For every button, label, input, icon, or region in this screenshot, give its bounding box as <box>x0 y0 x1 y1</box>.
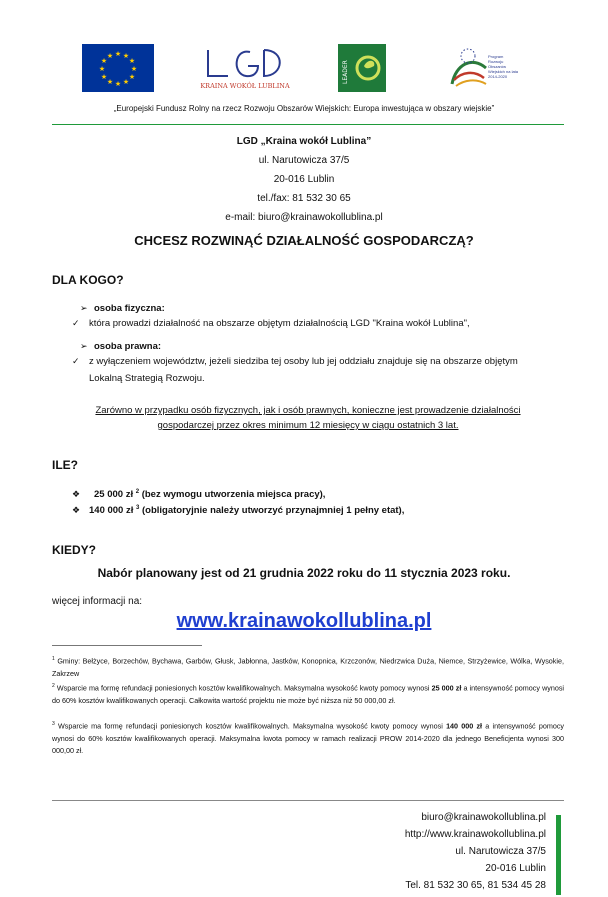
section-heading-dla-kogo: DLA KOGO? <box>52 273 124 287</box>
footnote-1 <box>52 653 564 680</box>
footer-accent-bar <box>556 815 561 895</box>
requirement-note-line-1: Zarówno w przypadku osób fizycznych, jak i osób prawnych, konieczne jest prowadzenie działalności <box>95 405 521 416</box>
footnote-3-marker: 3 <box>52 721 55 727</box>
svg-text:★: ★ <box>98 65 106 73</box>
svg-text:★: ★ <box>122 78 130 86</box>
footer-city: 20-016 Lublin <box>485 863 546 874</box>
requirement-note-line-2: gospodarczej przez okres minimum 12 miesięcy w ciągu ostatnich 3 lat. <box>157 420 459 431</box>
svg-text:★: ★ <box>106 78 114 86</box>
footnote-2-text-a: Wsparcie ma formę refundacji poniesionych kosztów kwalifikowalnych. Maksymalna wysokość kwoty pomocy wynosi <box>56 683 430 693</box>
arrow-bullet-icon: ➢ <box>80 341 88 351</box>
footnote-3-text-b: a intensywność pomocy wynosi do 60% kosztów kwalifikowanych operacji. Maksymalna kwota pomocy w ramach realizacji PROW 2014-2020 dla jednego Beneficjenta wynosi 300 000,00 zł. <box>52 721 565 756</box>
footnote-3-amount: 140 000 zł <box>446 721 483 731</box>
footnote-2-text-b: a intensywność pomocy wynosi do 60% kosztów kwalifikowanych operacji. Całkowita wartość projektu nie może być niższa niż 50 000,00 zł. <box>52 683 565 705</box>
svg-text:★: ★ <box>128 57 136 65</box>
prow-logo-text: Program Rozwoju Obszarów Wiejskich na lata 2014-2020 <box>488 54 518 79</box>
svg-text:★: ★ <box>128 73 136 81</box>
page-title: CHCESZ ROZWINĄĆ DZIAŁALNOŚĆ GOSPODARCZĄ? <box>134 233 474 248</box>
footer-phones: Tel. 81 532 30 65, 81 534 45 28 <box>405 880 546 891</box>
nabor-dates: Nabór planowany jest od 21 grudnia 2022 roku do 11 stycznia 2023 roku. <box>97 566 511 580</box>
svg-text:★: ★ <box>114 50 122 58</box>
check-icon: ✓ <box>72 356 80 366</box>
amount-2-desc: (obligatoryjnie należy utworzyć przynajmniej 1 pełny etat), <box>142 505 405 517</box>
header-divider <box>52 124 564 125</box>
footer-www[interactable]: http://www.krainawokollublina.pl <box>404 829 546 840</box>
leader-logo-text: LEADER <box>342 60 349 84</box>
footnote-separator <box>52 645 202 646</box>
address-street: ul. Narutowicza 37/5 <box>258 155 350 166</box>
osoba-prawna-label: osoba prawna: <box>94 341 162 352</box>
svg-text:★: ★ <box>100 73 108 81</box>
arrow-bullet-icon: ➢ <box>80 303 88 313</box>
footer-street: ul. Narutowicza 37/5 <box>455 846 546 857</box>
prow-logo-icon <box>446 44 518 92</box>
section-heading-ile: ILE? <box>52 458 78 472</box>
osoba-prawna-text-1: z wyłączeniem województw, jeżeli siedziba tej osoby lub jej oddziału znajduje się na obszarze objętym <box>89 356 518 367</box>
amount-2: 140 000 zł <box>89 505 134 517</box>
leader-logo-icon <box>338 44 386 92</box>
amount-1-sup: 2 <box>135 489 140 495</box>
osoba-prawna-text-2: Lokalną Strategią Rozwoju. <box>89 373 205 384</box>
footnote-2-amount: 25 000 zł <box>431 683 462 693</box>
osoba-fizyczna-text: która prowadzi działalność na obszarze objętym działalnością LGD "Kraina wokół Lublina", <box>89 318 470 329</box>
lgd-logo-text: KRAINA WOKÓŁ LUBLINA <box>200 82 290 90</box>
svg-text:★: ★ <box>122 52 130 60</box>
footer-divider <box>52 800 564 801</box>
org-name: LGD „Kraina wokół Lublina” <box>236 136 372 147</box>
address-email[interactable]: e-mail: biuro@krainawokollublina.pl <box>225 212 383 223</box>
footnote-3-text-a: Wsparcie ma formę refundacji poniesionych kosztów kwalifikowalnych. Maksymalna wysokość kwoty pomocy wynosi <box>58 721 443 731</box>
amount-1: 25 000 zł <box>94 489 134 501</box>
footnote-2-marker: 2 <box>52 683 55 689</box>
svg-text:★: ★ <box>100 57 108 65</box>
address-phone: tel./fax: 81 532 30 65 <box>257 193 351 204</box>
address-city: 20-016 Lublin <box>273 174 335 185</box>
osoba-fizyczna-label: osoba fizyczna: <box>94 303 165 314</box>
amount-1-desc: (bez wymogu utworzenia miejsca pracy), <box>141 489 326 501</box>
section-heading-kiedy: KIEDY? <box>52 543 97 557</box>
address-block <box>0 132 608 227</box>
website-link[interactable]: www.krainawokollublina.pl <box>176 610 432 632</box>
diamond-bullet-icon: ❖ <box>72 489 81 499</box>
lgd-logo-icon <box>200 44 290 92</box>
diamond-bullet-icon: ❖ <box>72 505 81 515</box>
eu-flag-icon <box>82 44 154 92</box>
more-info-label: więcej informacji na: <box>52 596 143 607</box>
requirement-note <box>52 403 564 433</box>
footnote-3 <box>52 718 564 758</box>
footnote-1-text: Gminy: Bełżyce, Borzechów, Bychawa, Garbów, Głusk, Jabłonna, Jastków, Konopnica, Krzczonów, Niedrzwica Duża, Niemce, Strzyżewice, Wólka, Wysokie, Zakrzew <box>52 656 564 678</box>
svg-text:★: ★ <box>106 52 114 60</box>
svg-text:★: ★ <box>114 80 122 88</box>
footer-contact <box>286 809 546 894</box>
check-icon: ✓ <box>72 318 80 328</box>
footnote-2 <box>52 680 564 707</box>
amount-item-2 <box>89 505 404 516</box>
svg-text:★: ★ <box>130 65 138 73</box>
fund-text: „Europejski Fundusz Rolny na rzecz Rozwoju Obszarów Wiejskich: Europa inwestująca w obszary wiejskie” <box>113 104 495 113</box>
amount-item-1 <box>94 489 325 500</box>
amount-2-sup: 3 <box>136 505 140 511</box>
footer-email[interactable]: biuro@krainawokollublina.pl <box>421 812 546 823</box>
footnote-1-marker: 1 <box>52 656 55 662</box>
